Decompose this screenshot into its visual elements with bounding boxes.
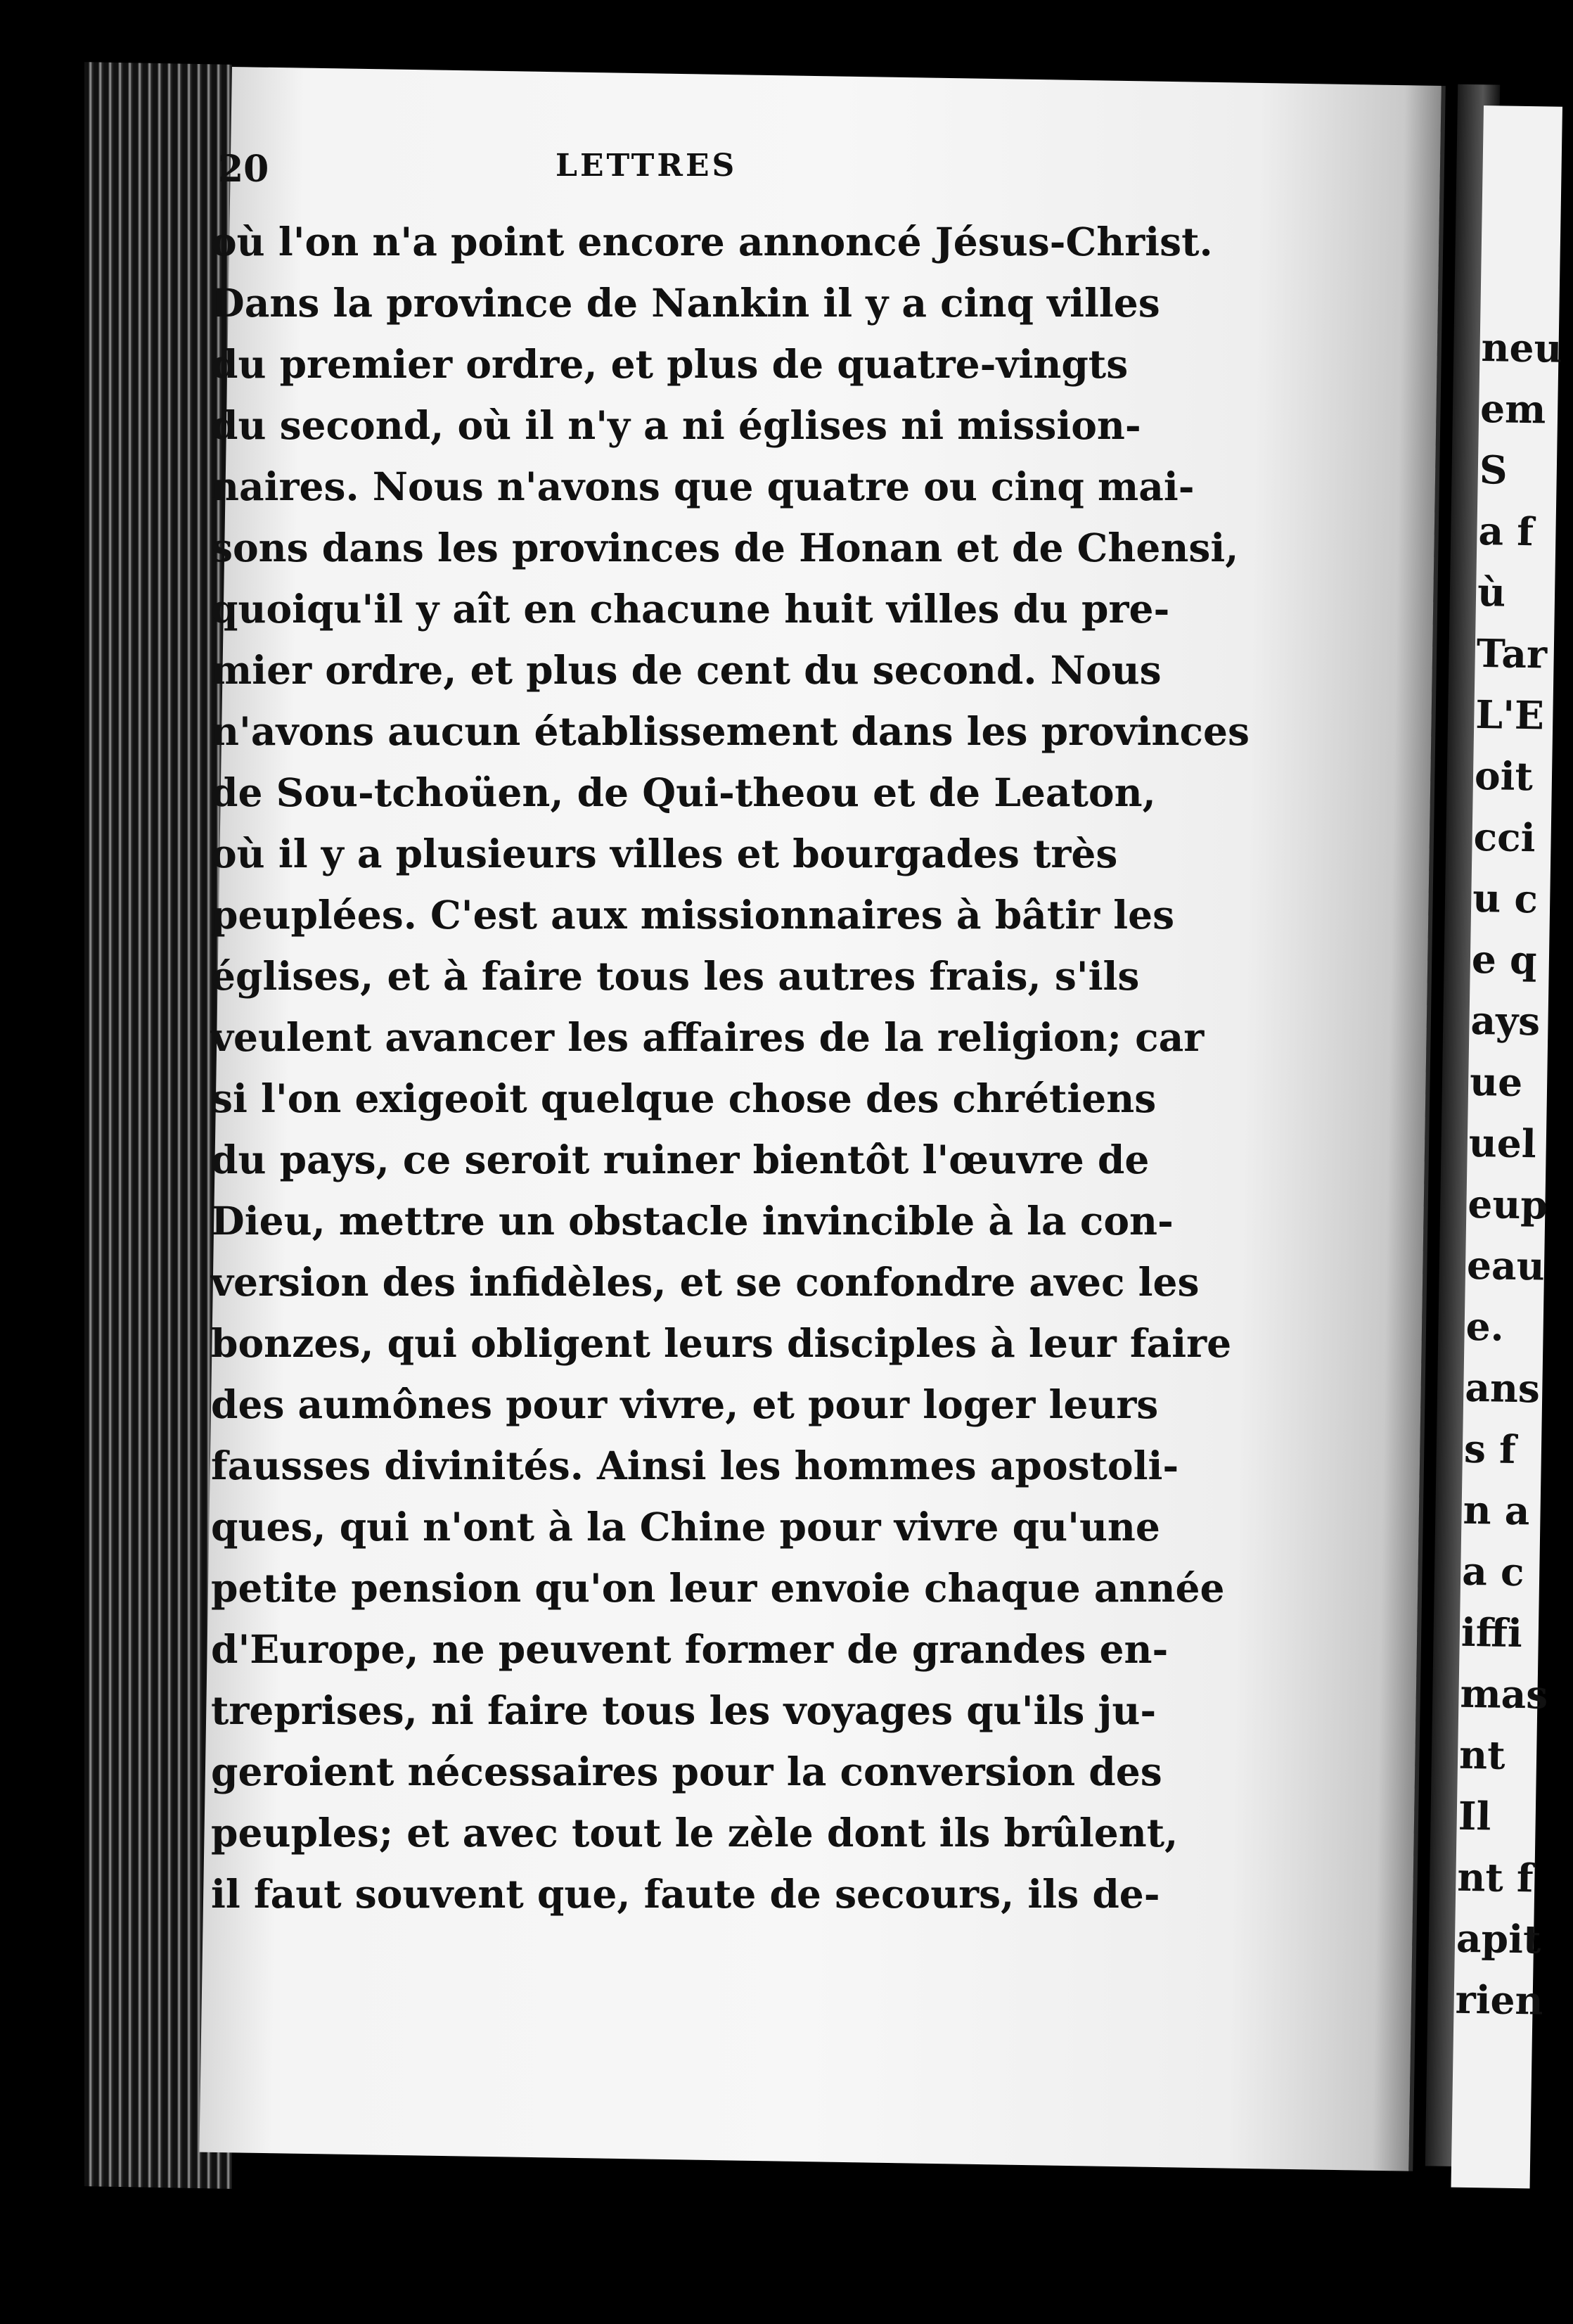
facing-page-line: uel: [1468, 1119, 1537, 1167]
text-line: bonzes, qui obligent leurs disciples à leur faire: [211, 1320, 1232, 1366]
text-line: du premier ordre, et plus de quatre-vingts: [211, 341, 1129, 387]
text-line: sons dans les provinces de Honan et de Chensi,: [211, 525, 1239, 570]
page-number: 20: [218, 148, 269, 191]
text-line: où il y a plusieurs villes et bourgades très: [211, 831, 1118, 876]
facing-page-line: u c: [1472, 874, 1539, 922]
text-line: où l'on n'a point encore annoncé Jésus-Christ.: [211, 219, 1213, 264]
text-line: il faut souvent que, faute de secours, ils de-: [211, 1871, 1160, 1917]
body-text: [211, 211, 1250, 1924]
text-line: naires. Nous n'avons que quatre ou cinq mai-: [211, 464, 1195, 509]
facing-page-line: ays: [1470, 997, 1541, 1045]
facing-page-line: mas: [1460, 1670, 1548, 1718]
facing-page-line: s f: [1463, 1425, 1517, 1472]
facing-page-line: ans: [1464, 1364, 1541, 1412]
text-line: d'Europe, ne peuvent former de grandes en-: [211, 1626, 1169, 1672]
text-line: veulent avancer les affaires de la religion; car: [211, 1014, 1205, 1060]
facing-page-line: cci: [1473, 813, 1536, 861]
facing-page-line: eup: [1467, 1180, 1548, 1228]
text-line: ques, qui n'ont à la Chine pour vivre qu'une: [211, 1504, 1160, 1550]
text-line: églises, et à faire tous les autres frais, s'ils: [211, 953, 1140, 999]
facing-page-line: neu: [1481, 324, 1563, 371]
text-line: peuples; et avec tout le zèle dont ils brûlent,: [211, 1810, 1179, 1856]
text-line: du second, où il n'y a ni églises ni mission-: [211, 402, 1141, 448]
facing-page-line: a f: [1477, 507, 1534, 555]
facing-page-line: a c: [1461, 1547, 1525, 1595]
text-line: peuplées. C'est aux missionnaires à bâtir les: [211, 892, 1175, 938]
running-head: LETTRES: [556, 148, 738, 184]
facing-page-line: ù: [1477, 568, 1506, 615]
facing-page-line: nt f: [1456, 1853, 1534, 1901]
text-line: fausses divinités. Ainsi les hommes apostoli-: [211, 1443, 1179, 1488]
facing-page-line: Tar: [1476, 630, 1548, 677]
text-line: si l'on exigeoit quelque chose des chrétiens: [211, 1075, 1157, 1121]
facing-page-line: apit: [1456, 1915, 1541, 1962]
facing-page-line: e.: [1465, 1303, 1505, 1350]
text-line: des aumônes pour vivre, et pour loger leurs: [211, 1381, 1159, 1427]
text-line: du pays, ce seroit ruiner bientôt l'œuvre de: [211, 1137, 1150, 1182]
facing-page-line: e q: [1471, 936, 1538, 983]
facing-page-line: rien: [1455, 1976, 1544, 2024]
facing-page-line: n a: [1463, 1486, 1530, 1534]
page-header: [218, 148, 991, 211]
facing-page-line: eau: [1466, 1241, 1546, 1289]
text-line: mier ordre, et plus de cent du second. Nous: [211, 647, 1162, 693]
text-line: Dieu, mettre un obstacle invincible à la con-: [211, 1198, 1174, 1244]
text-line: Dans la province de Nankin il y a cinq villes: [211, 280, 1160, 326]
facing-page-line: nt: [1458, 1731, 1506, 1778]
facing-page-line: Il: [1458, 1792, 1491, 1839]
facing-page-line: oit: [1474, 752, 1534, 800]
facing-page-line: ue: [1469, 1058, 1523, 1106]
facing-page-line: em: [1479, 385, 1546, 433]
text-line: petite pension qu'on leur envoie chaque année: [211, 1565, 1225, 1611]
facing-page-line: L'E: [1475, 691, 1545, 739]
facing-page-line: S: [1479, 446, 1508, 493]
text-line: geroient nécessaires pour la conversion des: [211, 1749, 1162, 1794]
facing-page-line: iffi: [1460, 1609, 1523, 1656]
text-line: treprises, ni faire tous les voyages qu'ils ju-: [211, 1687, 1157, 1733]
text-line: quoiqu'il y aît en chacune huit villes du pre-: [211, 586, 1170, 632]
text-line: version des infidèles, et se confondre avec les: [211, 1259, 1200, 1305]
text-line: de Sou-tchoüen, de Qui-theou et de Leaton,: [211, 770, 1156, 815]
text-line: n'avons aucun établissement dans les provinces: [211, 708, 1250, 754]
